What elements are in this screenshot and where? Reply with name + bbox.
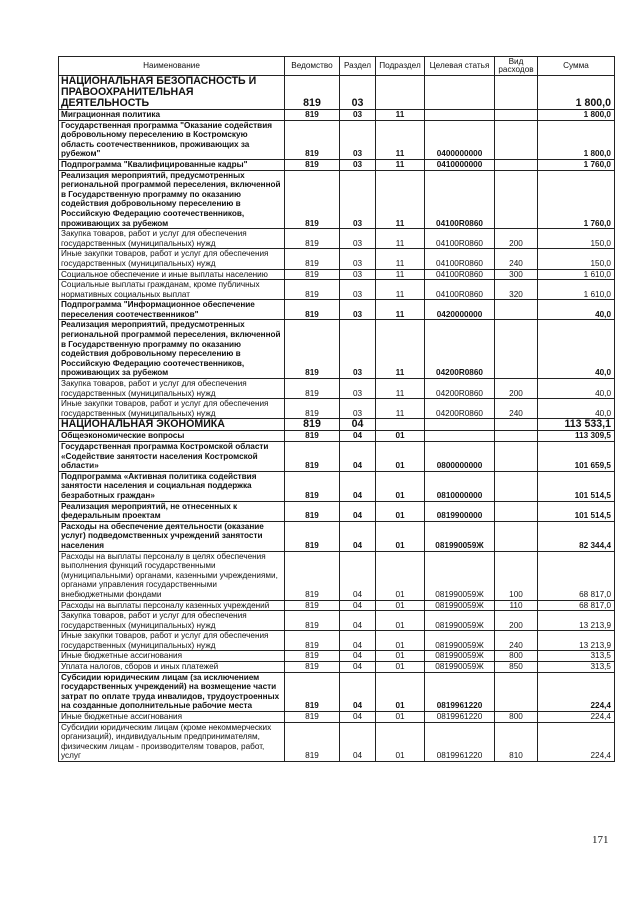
cell-celevaya-statya: 04200R0860: [425, 379, 495, 399]
cell-podrazdel: 11: [376, 229, 425, 249]
table-row: [59, 120, 615, 159]
cell-podrazdel: 11: [376, 110, 425, 121]
cell-summa: 1 760,0: [538, 170, 615, 229]
cell-name: Расходы на выплаты персоналу казенных учреждений: [59, 600, 285, 611]
cell-vid-raskhodov: 100: [495, 551, 538, 600]
table-row: [59, 431, 615, 442]
cell-razdel: 03: [340, 76, 376, 110]
cell-razdel: 04: [340, 419, 376, 431]
cell-celevaya-statya: 04100R0860: [425, 269, 495, 280]
cell-vedomstvo: 819: [285, 419, 340, 431]
cell-podrazdel: 01: [376, 471, 425, 501]
cell-vedomstvo: 819: [285, 379, 340, 399]
cell-razdel: 03: [340, 110, 376, 121]
table-row: [59, 521, 615, 551]
column-header-vid-raskhodov: Вид расходов: [495, 57, 538, 76]
cell-podrazdel: 01: [376, 651, 425, 662]
table-row: [59, 471, 615, 501]
cell-celevaya-statya: 081990059Ж: [425, 631, 495, 651]
cell-vid-raskhodov: 800: [495, 651, 538, 662]
cell-name: Закупка товаров, работ и услуг для обеспечения государственных (муниципальных) нужд: [59, 611, 285, 631]
cell-razdel: 03: [340, 280, 376, 300]
cell-vedomstvo: 819: [285, 280, 340, 300]
table-body: [59, 76, 615, 762]
cell-name: Социальные выплаты гражданам, кроме публичных нормативных социальных выплат: [59, 280, 285, 300]
cell-vid-raskhodov: [495, 501, 538, 521]
cell-razdel: 04: [340, 722, 376, 761]
cell-summa: 101 514,5: [538, 471, 615, 501]
cell-vedomstvo: 819: [285, 442, 340, 472]
cell-vedomstvo: 819: [285, 651, 340, 662]
cell-vedomstvo: 819: [285, 269, 340, 280]
cell-vedomstvo: 819: [285, 672, 340, 711]
column-header-podrazdel: Подраздел: [376, 57, 425, 76]
cell-podrazdel: 11: [376, 320, 425, 379]
table-row: [59, 651, 615, 662]
cell-razdel: 04: [340, 501, 376, 521]
table-row: [59, 320, 615, 379]
cell-name: Государственная программа "Оказание содействия добровольному переселению в Костромскую область соотечественников, проживающих за рубежом": [59, 120, 285, 159]
cell-vid-raskhodov: 810: [495, 722, 538, 761]
column-header-razdel: Раздел: [340, 57, 376, 76]
cell-vid-raskhodov: [495, 419, 538, 431]
cell-vedomstvo: 819: [285, 300, 340, 320]
cell-celevaya-statya: 04100R0860: [425, 280, 495, 300]
table-row: [59, 672, 615, 711]
cell-vedomstvo: 819: [285, 471, 340, 501]
cell-name: Миграционная политика: [59, 110, 285, 121]
cell-razdel: 03: [340, 320, 376, 379]
cell-name: Иные бюджетные ассигнования: [59, 651, 285, 662]
table-row: [59, 399, 615, 419]
cell-name: Закупка товаров, работ и услуг для обеспечения государственных (муниципальных) нужд: [59, 229, 285, 249]
cell-summa: 40,0: [538, 399, 615, 419]
cell-vid-raskhodov: [495, 76, 538, 110]
cell-vedomstvo: 819: [285, 320, 340, 379]
cell-vedomstvo: 819: [285, 431, 340, 442]
cell-summa: 82 344,4: [538, 521, 615, 551]
cell-name: Расходы на обеспечение деятельности (оказание услуг) подведомственных учреждений занятости населения: [59, 521, 285, 551]
cell-summa: 68 817,0: [538, 551, 615, 600]
cell-summa: 313,5: [538, 651, 615, 662]
table-row: [59, 442, 615, 472]
cell-podrazdel: 01: [376, 672, 425, 711]
cell-name: Закупка товаров, работ и услуг для обеспечения государственных (муниципальных) нужд: [59, 379, 285, 399]
cell-razdel: 03: [340, 269, 376, 280]
cell-vedomstvo: 819: [285, 662, 340, 673]
cell-razdel: 04: [340, 611, 376, 631]
cell-vid-raskhodov: [495, 120, 538, 159]
cell-razdel: 04: [340, 600, 376, 611]
cell-podrazdel: 01: [376, 712, 425, 723]
cell-vid-raskhodov: 200: [495, 611, 538, 631]
cell-vid-raskhodov: [495, 442, 538, 472]
cell-celevaya-statya: 04200R0860: [425, 399, 495, 419]
cell-vid-raskhodov: 200: [495, 379, 538, 399]
cell-vedomstvo: 819: [285, 712, 340, 723]
column-header-name: Наименование: [59, 57, 285, 76]
cell-razdel: 03: [340, 379, 376, 399]
cell-summa: 1 800,0: [538, 120, 615, 159]
cell-celevaya-statya: 0810000000: [425, 471, 495, 501]
cell-celevaya-statya: 081990059Ж: [425, 651, 495, 662]
cell-name: Подпрограмма «Активная политика содействия занятости населения и социальная поддержка безработных граждан»: [59, 471, 285, 501]
cell-vid-raskhodov: [495, 320, 538, 379]
cell-razdel: 03: [340, 170, 376, 229]
cell-vid-raskhodov: 200: [495, 229, 538, 249]
cell-summa: 1 610,0: [538, 269, 615, 280]
cell-podrazdel: 11: [376, 249, 425, 269]
column-header-celevaya-statya: Целевая статья: [425, 57, 495, 76]
cell-podrazdel: 11: [376, 280, 425, 300]
cell-name: Реализация мероприятий, предусмотренных региональной программой переселения, включенной в Государственную программу по оказанию содействия добровольному переселению в Российскую Федерацию соотечественников, проживающих за рубежом: [59, 320, 285, 379]
cell-summa: 40,0: [538, 379, 615, 399]
page-number: 171: [592, 834, 609, 846]
cell-summa: 1 760,0: [538, 159, 615, 170]
cell-celevaya-statya: 0400000000: [425, 120, 495, 159]
cell-vedomstvo: 819: [285, 611, 340, 631]
cell-celevaya-statya: 04200R0860: [425, 320, 495, 379]
cell-celevaya-statya: 04100R0860: [425, 229, 495, 249]
cell-razdel: 03: [340, 249, 376, 269]
cell-vid-raskhodov: 800: [495, 712, 538, 723]
cell-podrazdel: [376, 419, 425, 431]
cell-celevaya-statya: [425, 419, 495, 431]
cell-vid-raskhodov: [495, 521, 538, 551]
cell-razdel: 04: [340, 712, 376, 723]
cell-name: НАЦИОНАЛЬНАЯ БЕЗОПАСНОСТЬ И ПРАВООХРАНИТЕЛЬНАЯ ДЕЯТЕЛЬНОСТЬ: [59, 76, 285, 110]
cell-summa: 224,4: [538, 712, 615, 723]
cell-razdel: 04: [340, 442, 376, 472]
cell-summa: 101 659,5: [538, 442, 615, 472]
cell-vid-raskhodov: 240: [495, 249, 538, 269]
cell-name: Государственная программа Костромской области «Содействие занятости населения Костромской области»: [59, 442, 285, 472]
cell-summa: 224,4: [538, 672, 615, 711]
cell-vedomstvo: 819: [285, 551, 340, 600]
table-row: [59, 722, 615, 761]
cell-summa: 113 533,1: [538, 419, 615, 431]
cell-vid-raskhodov: [495, 110, 538, 121]
cell-name: Подпрограмма "Информационное обеспечение переселения соотечественников": [59, 300, 285, 320]
cell-vedomstvo: 819: [285, 110, 340, 121]
cell-vedomstvo: 819: [285, 76, 340, 110]
table-row: [59, 280, 615, 300]
cell-celevaya-statya: 081990059Ж: [425, 551, 495, 600]
cell-vedomstvo: 819: [285, 229, 340, 249]
cell-vedomstvo: 819: [285, 521, 340, 551]
table-header-row: [59, 57, 615, 76]
cell-name: Социальное обеспечение и иные выплаты населению: [59, 269, 285, 280]
cell-name: Субсидии юридическим лицам (за исключением государственных учреждений) на возмещение части затрат по оплате труда инвалидов, трудоустроенных на созданные дополнительные рабочие места: [59, 672, 285, 711]
cell-razdel: 04: [340, 672, 376, 711]
table-row: [59, 269, 615, 280]
cell-summa: 13 213,9: [538, 611, 615, 631]
column-header-vedomstvo: Ведомство: [285, 57, 340, 76]
cell-summa: 150,0: [538, 229, 615, 249]
cell-podrazdel: 11: [376, 300, 425, 320]
cell-celevaya-statya: 0410000000: [425, 159, 495, 170]
cell-celevaya-statya: 081990059Ж: [425, 521, 495, 551]
cell-vid-raskhodov: 300: [495, 269, 538, 280]
table-row: [59, 501, 615, 521]
cell-summa: 1 800,0: [538, 76, 615, 110]
cell-vid-raskhodov: [495, 170, 538, 229]
table-row: [59, 300, 615, 320]
cell-razdel: 04: [340, 471, 376, 501]
cell-celevaya-statya: 04100R0860: [425, 249, 495, 269]
cell-summa: 68 817,0: [538, 600, 615, 611]
table-row: [59, 110, 615, 121]
cell-razdel: 03: [340, 229, 376, 249]
cell-celevaya-statya: [425, 76, 495, 110]
cell-summa: 1 800,0: [538, 110, 615, 121]
cell-podrazdel: 01: [376, 521, 425, 551]
column-header-summa: Сумма: [538, 57, 615, 76]
cell-celevaya-statya: 081990059Ж: [425, 611, 495, 631]
table-row: [59, 159, 615, 170]
table-row: [59, 76, 615, 110]
cell-vedomstvo: 819: [285, 120, 340, 159]
cell-celevaya-statya: 081990059Ж: [425, 662, 495, 673]
cell-name: Реализация мероприятий, предусмотренных региональной программой переселения, включенной в Государственную программу по оказанию содействия добровольному переселению в Российскую Федерацию соотечественников, проживающих за рубежом: [59, 170, 285, 229]
cell-razdel: 04: [340, 651, 376, 662]
cell-name: Общеэкономические вопросы: [59, 431, 285, 442]
cell-razdel: 04: [340, 521, 376, 551]
cell-summa: 13 213,9: [538, 631, 615, 651]
cell-vedomstvo: 819: [285, 249, 340, 269]
cell-vedomstvo: 819: [285, 722, 340, 761]
table-row: [59, 611, 615, 631]
cell-razdel: 03: [340, 300, 376, 320]
cell-name: Иные закупки товаров, работ и услуг для обеспечения государственных (муниципальных) нужд: [59, 249, 285, 269]
cell-podrazdel: 11: [376, 269, 425, 280]
cell-vid-raskhodov: 110: [495, 600, 538, 611]
table-row: [59, 419, 615, 431]
cell-razdel: 03: [340, 120, 376, 159]
table-row: [59, 712, 615, 723]
cell-vid-raskhodov: [495, 672, 538, 711]
table-row: [59, 631, 615, 651]
cell-summa: 40,0: [538, 300, 615, 320]
cell-podrazdel: 01: [376, 501, 425, 521]
cell-vedomstvo: 819: [285, 600, 340, 611]
table-row: [59, 229, 615, 249]
cell-podrazdel: 11: [376, 379, 425, 399]
cell-razdel: 04: [340, 551, 376, 600]
cell-vid-raskhodov: [495, 431, 538, 442]
cell-podrazdel: 01: [376, 431, 425, 442]
cell-podrazdel: 01: [376, 611, 425, 631]
cell-vid-raskhodov: [495, 300, 538, 320]
cell-celevaya-statya: 081990059Ж: [425, 600, 495, 611]
cell-name: НАЦИОНАЛЬНАЯ ЭКОНОМИКА: [59, 419, 285, 431]
cell-summa: 313,5: [538, 662, 615, 673]
cell-celevaya-statya: 0819961220: [425, 712, 495, 723]
cell-summa: 40,0: [538, 320, 615, 379]
cell-summa: 101 514,5: [538, 501, 615, 521]
cell-name: Иные закупки товаров, работ и услуг для обеспечения государственных (муниципальных) нужд: [59, 399, 285, 419]
table-row: [59, 662, 615, 673]
table-row: [59, 170, 615, 229]
cell-name: Субсидии юридическим лицам (кроме некоммерческих организаций), индивидуальным предпринимателям, физическим лицам - производителям товаров, работ, услуг: [59, 722, 285, 761]
cell-name: Реализация мероприятий, не отнесенных к федеральным проектам: [59, 501, 285, 521]
cell-razdel: 04: [340, 662, 376, 673]
cell-podrazdel: 11: [376, 170, 425, 229]
cell-podrazdel: 11: [376, 159, 425, 170]
cell-podrazdel: 11: [376, 399, 425, 419]
cell-podrazdel: 01: [376, 631, 425, 651]
cell-vedomstvo: 819: [285, 501, 340, 521]
cell-vedomstvo: 819: [285, 399, 340, 419]
cell-podrazdel: 01: [376, 600, 425, 611]
cell-vedomstvo: 819: [285, 170, 340, 229]
cell-name: Иные закупки товаров, работ и услуг для обеспечения государственных (муниципальных) нужд: [59, 631, 285, 651]
cell-podrazdel: 01: [376, 722, 425, 761]
cell-vid-raskhodov: [495, 471, 538, 501]
cell-celevaya-statya: 0420000000: [425, 300, 495, 320]
cell-name: Иные бюджетные ассигнования: [59, 712, 285, 723]
cell-celevaya-statya: 0819961220: [425, 672, 495, 711]
cell-name: Подпрограмма "Квалифицированные кадры": [59, 159, 285, 170]
cell-summa: 1 610,0: [538, 280, 615, 300]
budget-table: [58, 56, 615, 762]
cell-summa: 113 309,5: [538, 431, 615, 442]
cell-summa: 224,4: [538, 722, 615, 761]
cell-podrazdel: 01: [376, 551, 425, 600]
cell-celevaya-statya: 04100R0860: [425, 170, 495, 229]
cell-podrazdel: 01: [376, 442, 425, 472]
cell-celevaya-statya: 0819900000: [425, 501, 495, 521]
cell-podrazdel: [376, 76, 425, 110]
cell-razdel: 03: [340, 159, 376, 170]
cell-celevaya-statya: 0800000000: [425, 442, 495, 472]
table-row: [59, 600, 615, 611]
table-row: [59, 551, 615, 600]
cell-razdel: 04: [340, 431, 376, 442]
cell-name: Уплата налогов, сборов и иных платежей: [59, 662, 285, 673]
cell-celevaya-statya: 0819961220: [425, 722, 495, 761]
cell-vid-raskhodov: 320: [495, 280, 538, 300]
cell-name: Расходы на выплаты персоналу в целях обеспечения выполнения функций государственными (муниципальными) органами, казенными учреждениями, органами управления государственными внебюджетными фондами: [59, 551, 285, 600]
cell-vid-raskhodov: 240: [495, 399, 538, 419]
cell-vedomstvo: 819: [285, 159, 340, 170]
cell-summa: 150,0: [538, 249, 615, 269]
cell-vedomstvo: 819: [285, 631, 340, 651]
cell-celevaya-statya: [425, 110, 495, 121]
cell-vid-raskhodov: 240: [495, 631, 538, 651]
table-row: [59, 379, 615, 399]
table-row: [59, 249, 615, 269]
cell-celevaya-statya: [425, 431, 495, 442]
cell-podrazdel: 01: [376, 662, 425, 673]
cell-vid-raskhodov: 850: [495, 662, 538, 673]
cell-vid-raskhodov: [495, 159, 538, 170]
cell-podrazdel: 11: [376, 120, 425, 159]
cell-razdel: 03: [340, 399, 376, 419]
cell-razdel: 04: [340, 631, 376, 651]
